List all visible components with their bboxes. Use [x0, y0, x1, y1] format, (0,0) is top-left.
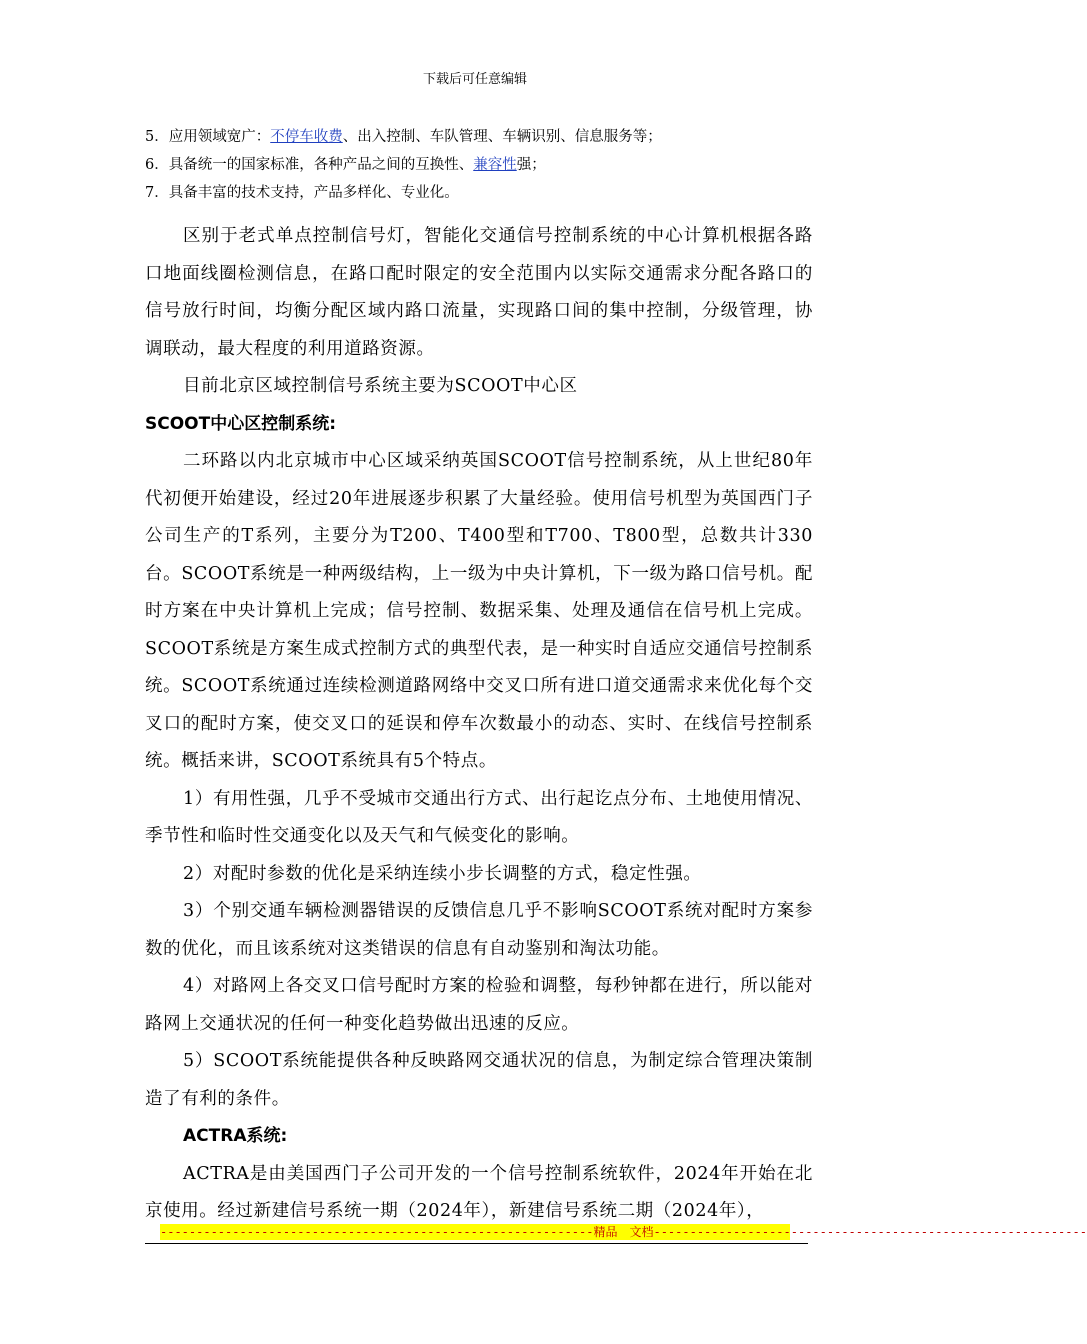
feature-item-1: 1）有用性强，几乎不受城市交通出行方式、出行起讫点分布、土地使用情况、季节性和临时性交通变化以及天气和气候变化的影响。: [145, 788, 813, 846]
link-compatibility[interactable]: 兼容性: [473, 157, 517, 173]
list-item: [145, 179, 825, 207]
section-heading-actra: ACTRA系统:: [183, 1126, 288, 1146]
list-item-text: 强；: [516, 157, 546, 173]
section-heading-scoot: SCOOT中心区控制系统:: [145, 413, 337, 434]
paragraph-intro: 区别于老式单点控制信号灯，智能化交通信号控制系统的中心计算机根据各路口地面线圈检测信息，在路口配时限定的安全范围内以实际交通需求分配各路口的信号放行时间，均衡分配区域内路口流量，实现路口间的集中控制，分级管理，协调联动，最大程度的利用道路资源。: [145, 226, 813, 359]
header-note: 下载后可任意编辑: [422, 72, 527, 87]
footer-divider: [145, 1243, 808, 1244]
feature-item-3: 3）个别交通车辆检测器错误的反馈信息几乎不影响SCOOT系统对配时方案参数的优化，而且该系统对这类错误的信息有自动鉴别和淘汰功能。: [145, 901, 813, 959]
list-item: [145, 151, 825, 179]
list-item-text: 7．具备丰富的技术支持，产品多样化、专业化。: [145, 185, 459, 201]
link-non-stop-toll[interactable]: 不停车收费: [270, 129, 343, 145]
feature-item-4: 4）对路网上各交叉口信号配时方案的检验和调整，每秒钟都在进行，所以能对路网上交通状况的任何一种变化趋势做出迅速的反应。: [145, 976, 813, 1034]
list-item: [145, 123, 825, 151]
feature-item-5: 5）SCOOT系统能提供各种反映路网交通状况的信息，为制定综合管理决策制造了有利的条件。: [145, 1051, 813, 1109]
footer-banner: ------------------------------------------------------------精品 文档------------------------------------------------------------: [160, 1225, 1087, 1239]
main-body: [145, 218, 813, 1231]
feature-list: [145, 123, 825, 207]
list-item-text: 6．具备统一的国家标准，各种产品之间的互换性、: [145, 157, 474, 173]
list-item-text: 5．应用领域宽广：: [145, 129, 271, 145]
feature-item-2: 2）对配时参数的优化是采纳连续小步长调整的方式，稳定性强。: [183, 863, 702, 884]
paragraph-beijing-systems: 目前北京区域控制信号系统主要为SCOOT中心区: [183, 376, 578, 396]
paragraph-scoot-description: 二环路以内北京城市中心区域采纳英国SCOOT信号控制系统，从上世纪80年代初便开始建设，经过20年进展逐步积累了大量经验。使用信号机型为英国西门子公司生产的T系列，主要分为T200、T400型和T700、T800型，总数共计330台。SCOOT系统是一种两级结构，上一级为中央计算机，下一级为路口信号机。配时方案在中央计算机上完成；信号控制、数据采集、处理及通信在信号机上完成。SCOOT系统是方案生成式控制方式的典型代表，是一种实时自适应交通信号控制系统。SCOOT系统通过连续检测道路网络中交叉口所有进口道交通需求来优化每个交叉口的配时方案，使交叉口的延误和停车次数最小的动态、实时、在线信号控制系统。概括来讲，SCOOT系统具有5个特点。: [145, 451, 813, 771]
list-item-text: 、出入控制、车队管理、车辆识别、信息服务等；: [342, 129, 662, 145]
paragraph-actra-description: ACTRA是由美国西门子公司开发的一个信号控制系统软件，2024年开始在北京使用。经过新建信号系统一期（2024年），新建信号系统二期（2024年），: [145, 1163, 813, 1221]
